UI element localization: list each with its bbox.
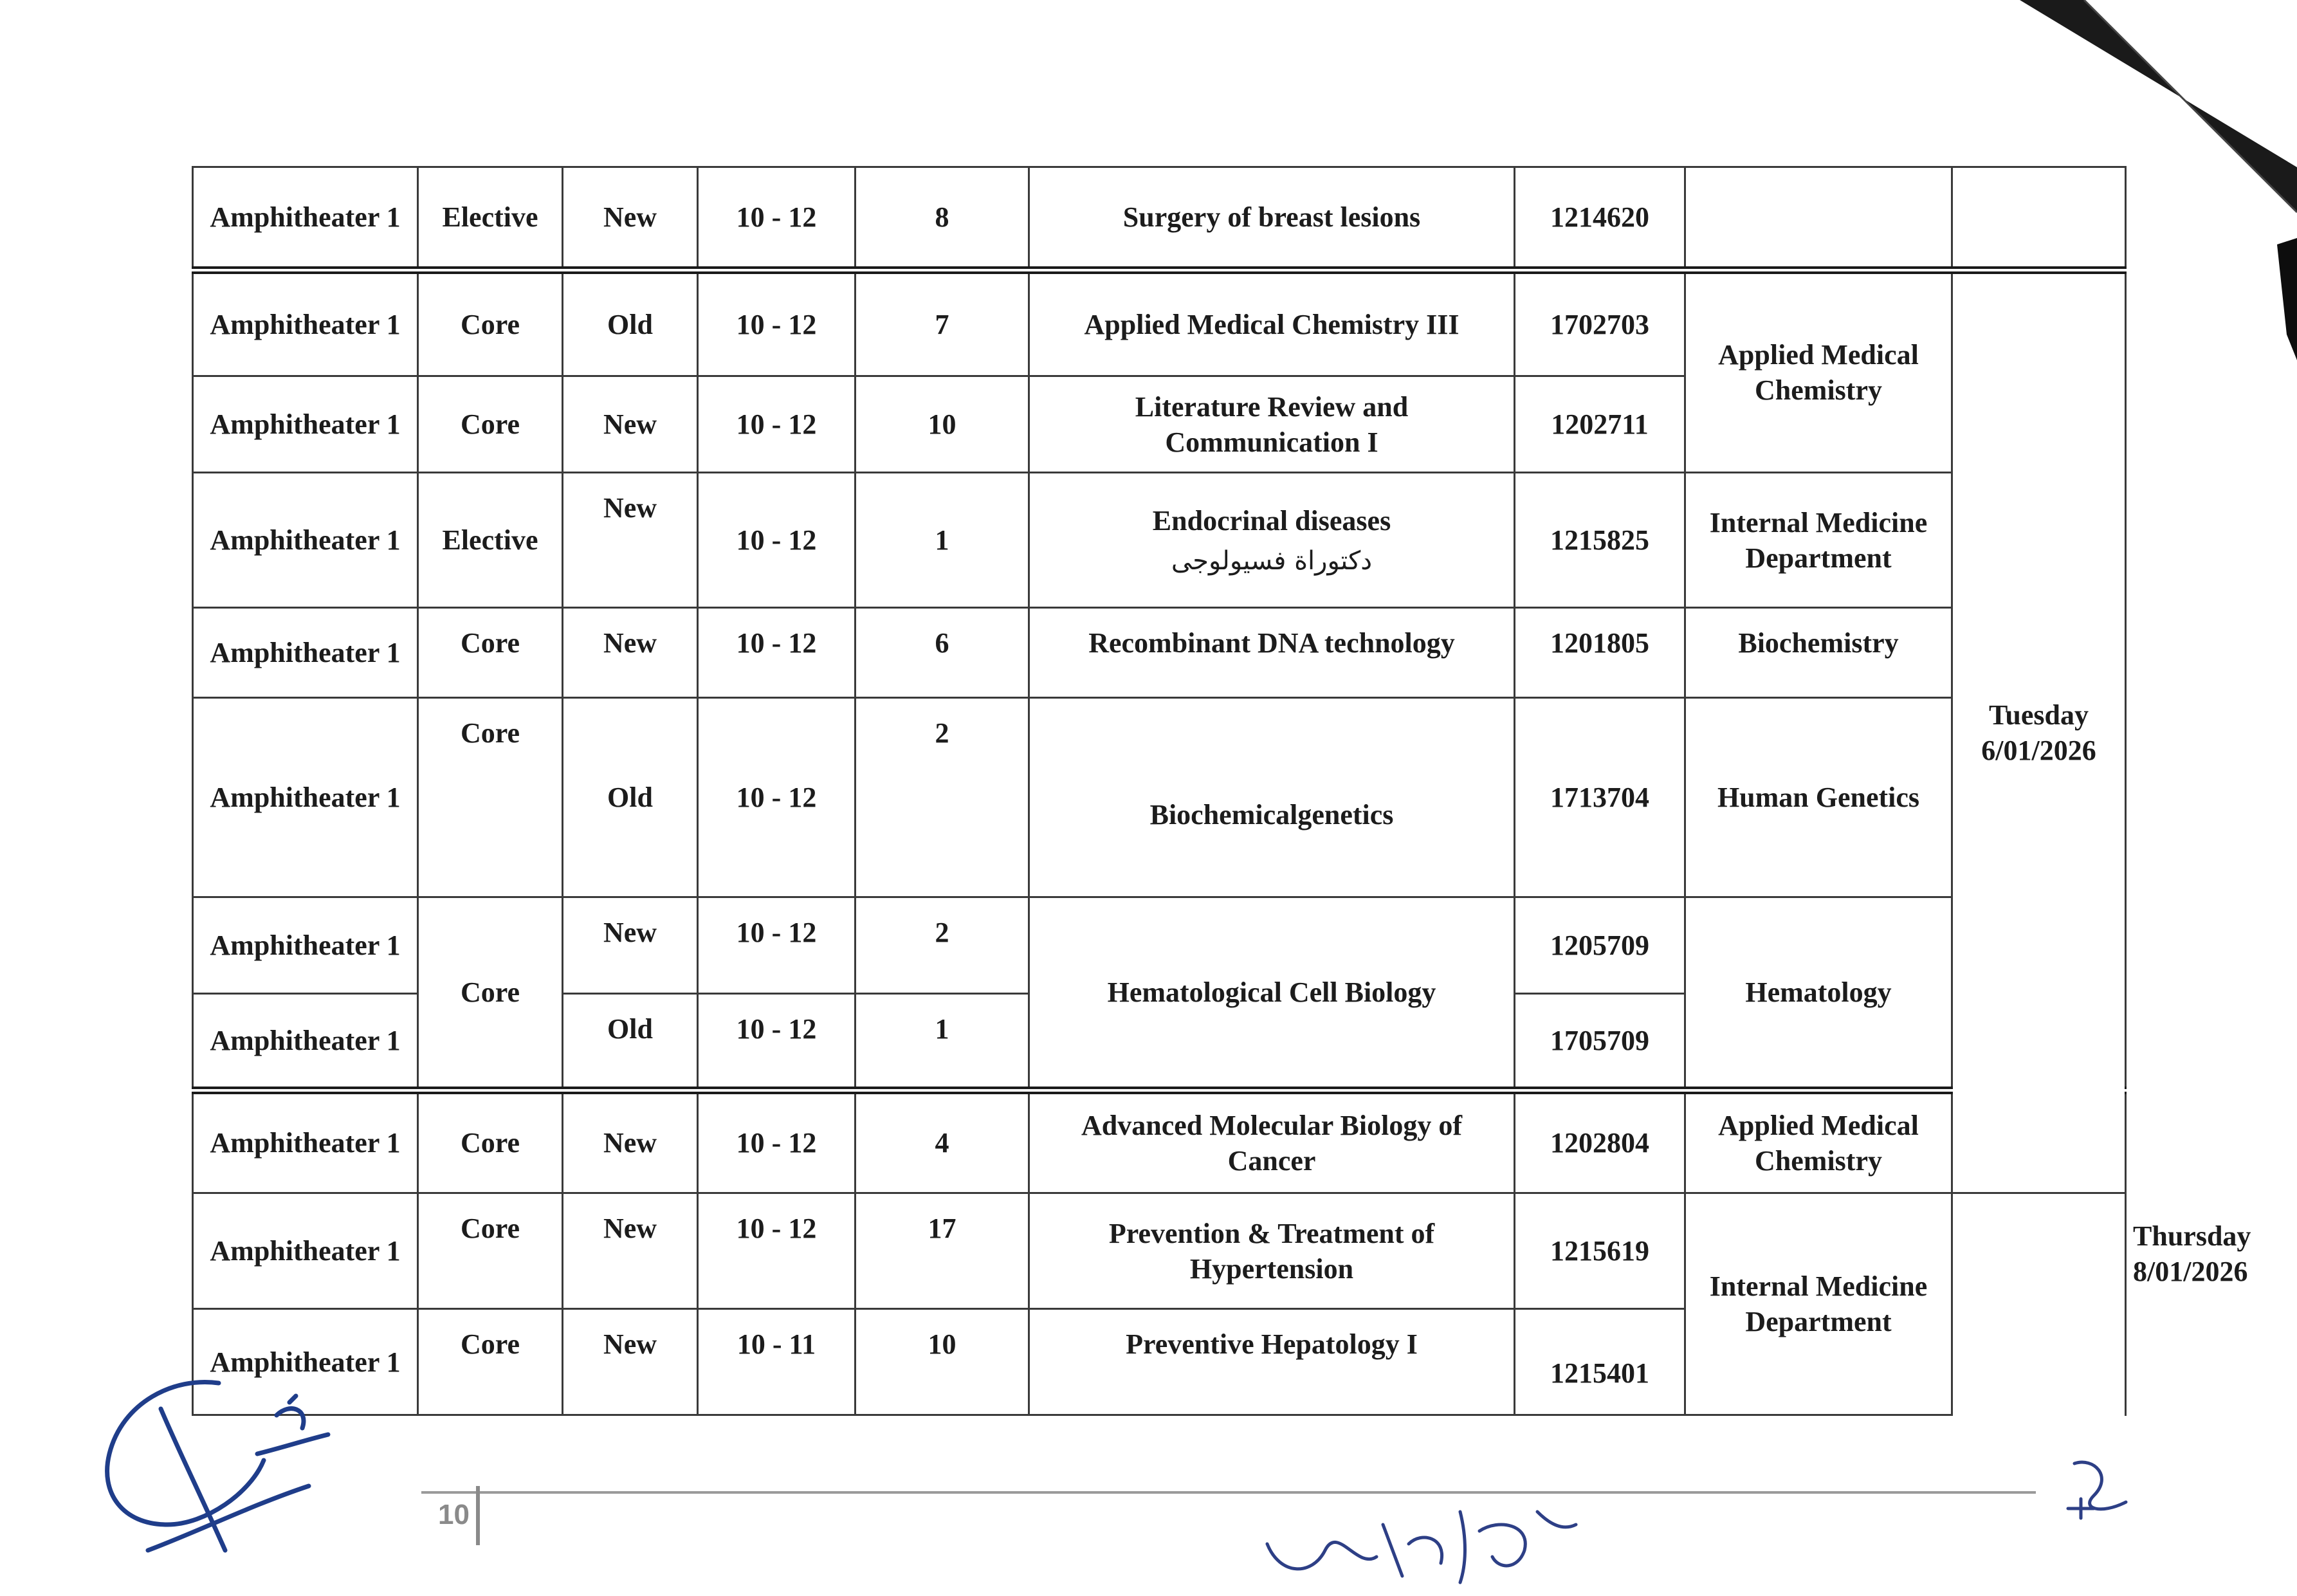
course-note-arabic: دكتوراة فسيولوجى bbox=[1171, 546, 1373, 576]
course-code-cell: 1202711 bbox=[1515, 376, 1685, 473]
course-code-cell: 1215825 bbox=[1515, 473, 1685, 608]
footer-divider bbox=[476, 1486, 480, 1545]
status-cell: New bbox=[563, 167, 698, 270]
time-cell: 10 - 12 bbox=[698, 473, 856, 608]
location-cell: Amphitheater 1 bbox=[193, 270, 418, 376]
course-type-cell: Core bbox=[418, 270, 563, 376]
course-name-cell: Recombinant DNA technology bbox=[1029, 608, 1515, 698]
status-cell: Old bbox=[563, 994, 698, 1090]
department-cell: Applied Medical Chemistry bbox=[1685, 270, 1952, 473]
student-count-cell: 6 bbox=[856, 608, 1029, 698]
status-cell: New bbox=[563, 1193, 698, 1309]
student-count-cell: 17 bbox=[856, 1193, 1029, 1309]
status-cell: New bbox=[563, 473, 698, 608]
course-type-cell: Core bbox=[418, 608, 563, 698]
location-cell: Amphitheater 1 bbox=[193, 994, 418, 1090]
student-count-cell: 4 bbox=[856, 1090, 1029, 1193]
page-number: 10 bbox=[438, 1499, 470, 1530]
course-code-cell: 1713704 bbox=[1515, 698, 1685, 897]
status-cell: New bbox=[563, 608, 698, 698]
course-name-cell bbox=[1029, 473, 1515, 608]
student-count-cell: 10 bbox=[856, 376, 1029, 473]
location-cell: Amphitheater 1 bbox=[193, 1309, 418, 1415]
location-cell: Amphitheater 1 bbox=[193, 1193, 418, 1309]
student-count-cell: 7 bbox=[856, 270, 1029, 376]
time-cell: 10 - 12 bbox=[698, 1090, 856, 1193]
status-cell: Old bbox=[563, 270, 698, 376]
status-cell: New bbox=[563, 1090, 698, 1193]
location-cell: Amphitheater 1 bbox=[193, 376, 418, 473]
date-cell-tuesday: Tuesday 6/01/2026 bbox=[1952, 270, 2126, 1193]
location-cell: Amphitheater 1 bbox=[193, 608, 418, 698]
location-cell: Amphitheater 1 bbox=[193, 1090, 418, 1193]
student-count-cell: 10 bbox=[856, 1309, 1029, 1415]
table-row: Amphitheater 1 Core New 10 - 12 4 Advanced Molecular Biology of Cancer 1202804 Applied Medical Chemistry Thursday 8/01/2026 bbox=[193, 1090, 2126, 1193]
student-count-cell: 1 bbox=[856, 473, 1029, 608]
course-code-cell: 1702703 bbox=[1515, 270, 1685, 376]
time-cell: 10 - 12 bbox=[698, 994, 856, 1090]
course-type-cell: Core bbox=[418, 897, 563, 1090]
course-name-cell: Biochemicalgenetics bbox=[1029, 698, 1515, 897]
location-cell: Amphitheater 1 bbox=[193, 473, 418, 608]
course-name-cell: Applied Medical Chemistry III bbox=[1029, 270, 1515, 376]
status-cell: Old bbox=[563, 698, 698, 897]
department-cell: Hematology bbox=[1685, 897, 1952, 1090]
course-name-cell: Literature Review and Communication I bbox=[1029, 376, 1515, 473]
department-cell bbox=[1685, 167, 1952, 270]
course-code-cell: 1215619 bbox=[1515, 1193, 1685, 1309]
table-row bbox=[193, 897, 2126, 994]
course-name-cell: Hematological Cell Biology bbox=[1029, 897, 1515, 1090]
time-cell: 10 - 12 bbox=[698, 897, 856, 994]
course-type-cell: Elective bbox=[418, 167, 563, 270]
time-cell: 10 - 12 bbox=[698, 270, 856, 376]
handwritten-signature-center bbox=[1254, 1486, 1589, 1595]
course-name-text: Endocrinal diseases bbox=[1152, 505, 1391, 537]
table-row bbox=[193, 608, 2126, 698]
course-name-cell: Prevention & Treatment of Hypertension bbox=[1029, 1193, 1515, 1309]
time-cell: 10 - 12 bbox=[698, 608, 856, 698]
table-row bbox=[193, 167, 2126, 270]
time-cell: 10 - 12 bbox=[698, 376, 856, 473]
course-type-cell: Core bbox=[418, 1090, 563, 1193]
exam-schedule-table bbox=[192, 166, 2251, 1416]
table-row bbox=[193, 270, 2126, 376]
time-cell: 10 - 11 bbox=[698, 1309, 856, 1415]
student-count-cell: 1 bbox=[856, 994, 1029, 1090]
location-cell: Amphitheater 1 bbox=[193, 698, 418, 897]
course-type-cell: Elective bbox=[418, 473, 563, 608]
department-cell: Biochemistry bbox=[1685, 608, 1952, 698]
signature-left bbox=[96, 1364, 354, 1570]
course-code-cell: 1202804 bbox=[1515, 1090, 1685, 1193]
table-row bbox=[193, 698, 2126, 897]
date-cell bbox=[1952, 167, 2126, 270]
course-type-cell: Core bbox=[418, 376, 563, 473]
location-cell: Amphitheater 1 bbox=[193, 167, 418, 270]
time-cell: 10 - 12 bbox=[698, 698, 856, 897]
footer-rule bbox=[421, 1491, 2036, 1494]
course-type-cell: Core bbox=[418, 698, 563, 897]
time-cell: 10 - 12 bbox=[698, 1193, 856, 1309]
status-cell: New bbox=[563, 897, 698, 994]
course-name-cell: Preventive Hepatology I bbox=[1029, 1309, 1515, 1415]
table-row bbox=[193, 1193, 2126, 1309]
department-cell: Applied Medical Chemistry bbox=[1685, 1090, 1952, 1193]
course-type-cell: Core bbox=[418, 1193, 563, 1309]
student-count-cell: 8 bbox=[856, 167, 1029, 270]
student-count-cell: 2 bbox=[856, 897, 1029, 994]
course-code-cell: 1201805 bbox=[1515, 608, 1685, 698]
course-name-cell: Advanced Molecular Biology of Cancer bbox=[1029, 1090, 1515, 1193]
student-count-cell: 2 bbox=[856, 698, 1029, 897]
table-row bbox=[193, 473, 2126, 608]
department-cell: Human Genetics bbox=[1685, 698, 1952, 897]
department-cell: Internal Medicine Department bbox=[1685, 473, 1952, 608]
status-cell: New bbox=[563, 376, 698, 473]
location-cell: Amphitheater 1 bbox=[193, 897, 418, 994]
course-code-cell: 1705709 bbox=[1515, 994, 1685, 1090]
course-code-cell: 1205709 bbox=[1515, 897, 1685, 994]
course-code-cell: 1214620 bbox=[1515, 167, 1685, 270]
initials-right bbox=[2055, 1451, 2158, 1528]
course-name-cell: Surgery of breast lesions bbox=[1029, 167, 1515, 270]
status-cell: New bbox=[563, 1309, 698, 1415]
department-cell: Internal Medicine Department bbox=[1685, 1193, 1952, 1415]
course-code-cell: 1215401 bbox=[1515, 1309, 1685, 1415]
time-cell: 10 - 12 bbox=[698, 167, 856, 270]
course-type-cell: Core bbox=[418, 1309, 563, 1415]
